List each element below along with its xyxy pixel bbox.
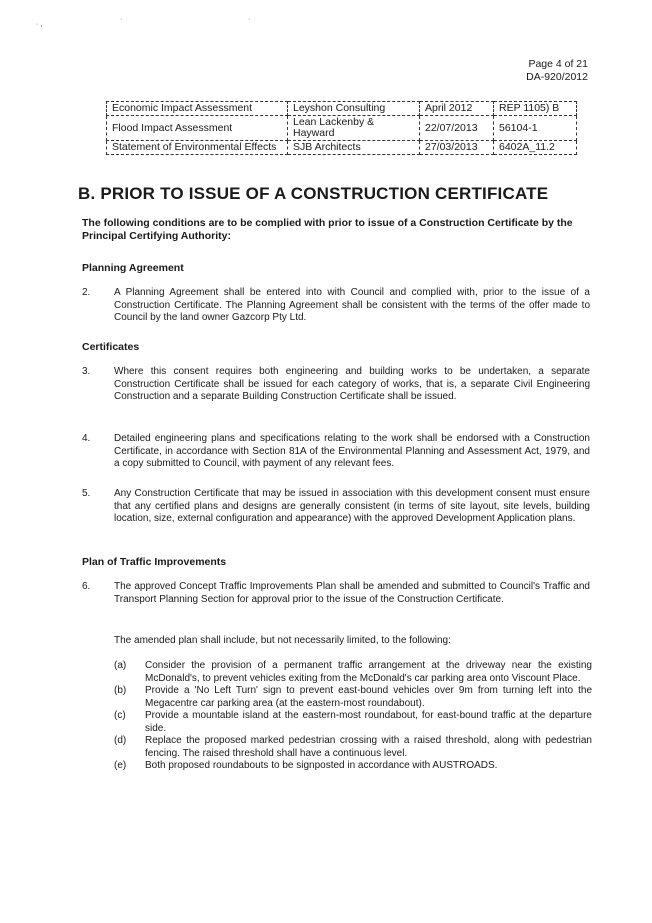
- scan-mark: ·: [248, 16, 251, 23]
- table-cell: Statement of Environmental Effects: [107, 141, 288, 155]
- table-cell: 22/07/2013: [420, 116, 494, 141]
- page-number: Page 4 of 21: [528, 58, 588, 70]
- table-cell: Lean Lackenby & Hayward: [288, 116, 420, 141]
- table-cell: REP 1105) B: [494, 102, 577, 116]
- condition-6: [82, 581, 590, 606]
- section-heading: B. PRIOR TO ISSUE OF A CONSTRUCTION CERTIFICATE: [78, 184, 549, 203]
- item-letter: (a): [114, 660, 127, 671]
- condition-number: 5.: [82, 488, 91, 499]
- table-row: [107, 116, 577, 141]
- item-text: Replace the proposed marked pedestrian crossing with a raised threshold, along with pedestrian fencing. The raised threshold shall have a continuous level.: [145, 735, 592, 759]
- table-cell: SJB Architects: [288, 141, 420, 155]
- item-text: Consider the provision of a permanent traffic arrangement at the driveway near the existing McDonald's, to prevent vehicles exiting from the McDonald's car parking area onto Viscount Place.: [145, 660, 592, 684]
- item-text: Provide a 'No Left Turn' sign to prevent east-bound vehicles over 9m from turning left into the Megacentre car parking area (at the eastern-most roundabout).: [145, 685, 592, 709]
- condition-3: [82, 366, 590, 404]
- scan-mark: · ,: [36, 21, 43, 28]
- table-cell: April 2012: [420, 102, 494, 116]
- table-row: [107, 141, 577, 155]
- condition-number: 3.: [82, 366, 91, 377]
- condition-text: A Planning Agreement shall be entered into with Council and complied with, prior to the issue of a Construction Certificate. The Planning Agreement shall be consistent with the terms of the offer made to Council by the land owner Gazcorp Pty Ltd.: [114, 287, 590, 323]
- table-cell: 56104-1: [494, 116, 577, 141]
- item-text: Both proposed roundabouts to be signposted in accordance with AUSTROADS.: [145, 760, 498, 771]
- condition-text: Where this consent requires both engineering and building works to be undertaken, a separate Construction Certificate shall be issued for each category of works, that is, a separate Civil Engineering Construction and a separate Building Construction Certificate shall be issued.: [114, 366, 590, 402]
- subheading-planning-agreement: Planning Agreement: [82, 262, 184, 274]
- subheading-traffic-improvements: Plan of Traffic Improvements: [82, 556, 227, 568]
- item-letter: (d): [114, 735, 127, 746]
- condition-number: 6.: [82, 581, 91, 592]
- condition-5: [82, 488, 590, 526]
- list-item: [114, 710, 592, 735]
- item-letter: (c): [114, 710, 126, 721]
- table-cell: Economic Impact Assessment: [107, 102, 288, 116]
- subheading-certificates: Certificates: [82, 341, 140, 353]
- condition-number: 2.: [82, 287, 91, 298]
- document-reference-table: [106, 101, 577, 155]
- condition-text: The approved Concept Traffic Improvements Plan shall be amended and submitted to Council's Traffic and Transport Planning Section for approval prior to the issue of the Construction Certificate.: [114, 581, 590, 605]
- page-header: [526, 58, 588, 84]
- item-text: Provide a mountable island at the eastern-most roundabout, for east-bound traffic at the departure side.: [145, 710, 592, 734]
- condition-4: [82, 433, 590, 471]
- list-item: [114, 760, 592, 773]
- condition-text: Detailed engineering plans and specifications relating to the work shall be endorsed with a Construction Certificate, in accordance with Section 81A of the Environmental Planning and Assessment Act, 1979, and a copy submitted to Council, with payment of any relevant fees.: [114, 433, 590, 469]
- lead-text: The amended plan shall include, but not necessarily limited, to the following:: [114, 635, 451, 646]
- table-cell: Flood Impact Assessment: [107, 116, 288, 141]
- amended-plan-list: [114, 660, 592, 773]
- list-item: [114, 685, 592, 710]
- condition-text: Any Construction Certificate that may be issued in association with this development consent must ensure that any certified plans and designs are generally consistent (in terms of site layout, site levels, building location, size, external configuration and appearance) with the approved Development Application plans.: [114, 488, 590, 524]
- amended-plan-lead: [82, 635, 590, 648]
- list-item: [114, 735, 592, 760]
- condition-number: 4.: [82, 433, 91, 444]
- condition-2: [82, 287, 590, 325]
- scan-mark: ·: [120, 16, 123, 23]
- item-letter: (b): [114, 685, 127, 696]
- table-cell: 6402A_11.2: [494, 141, 577, 155]
- table-row: [107, 102, 577, 116]
- table-cell: 27/03/2013: [420, 141, 494, 155]
- table-cell: Leyshon Consulting: [288, 102, 420, 116]
- item-letter: (e): [114, 760, 127, 771]
- list-item: [114, 660, 592, 685]
- section-intro: The following conditions are to be complied with prior to issue of a Construction Certificate by the Principal Certifying Authority:: [82, 217, 573, 242]
- da-reference: DA-920/2012: [526, 71, 588, 83]
